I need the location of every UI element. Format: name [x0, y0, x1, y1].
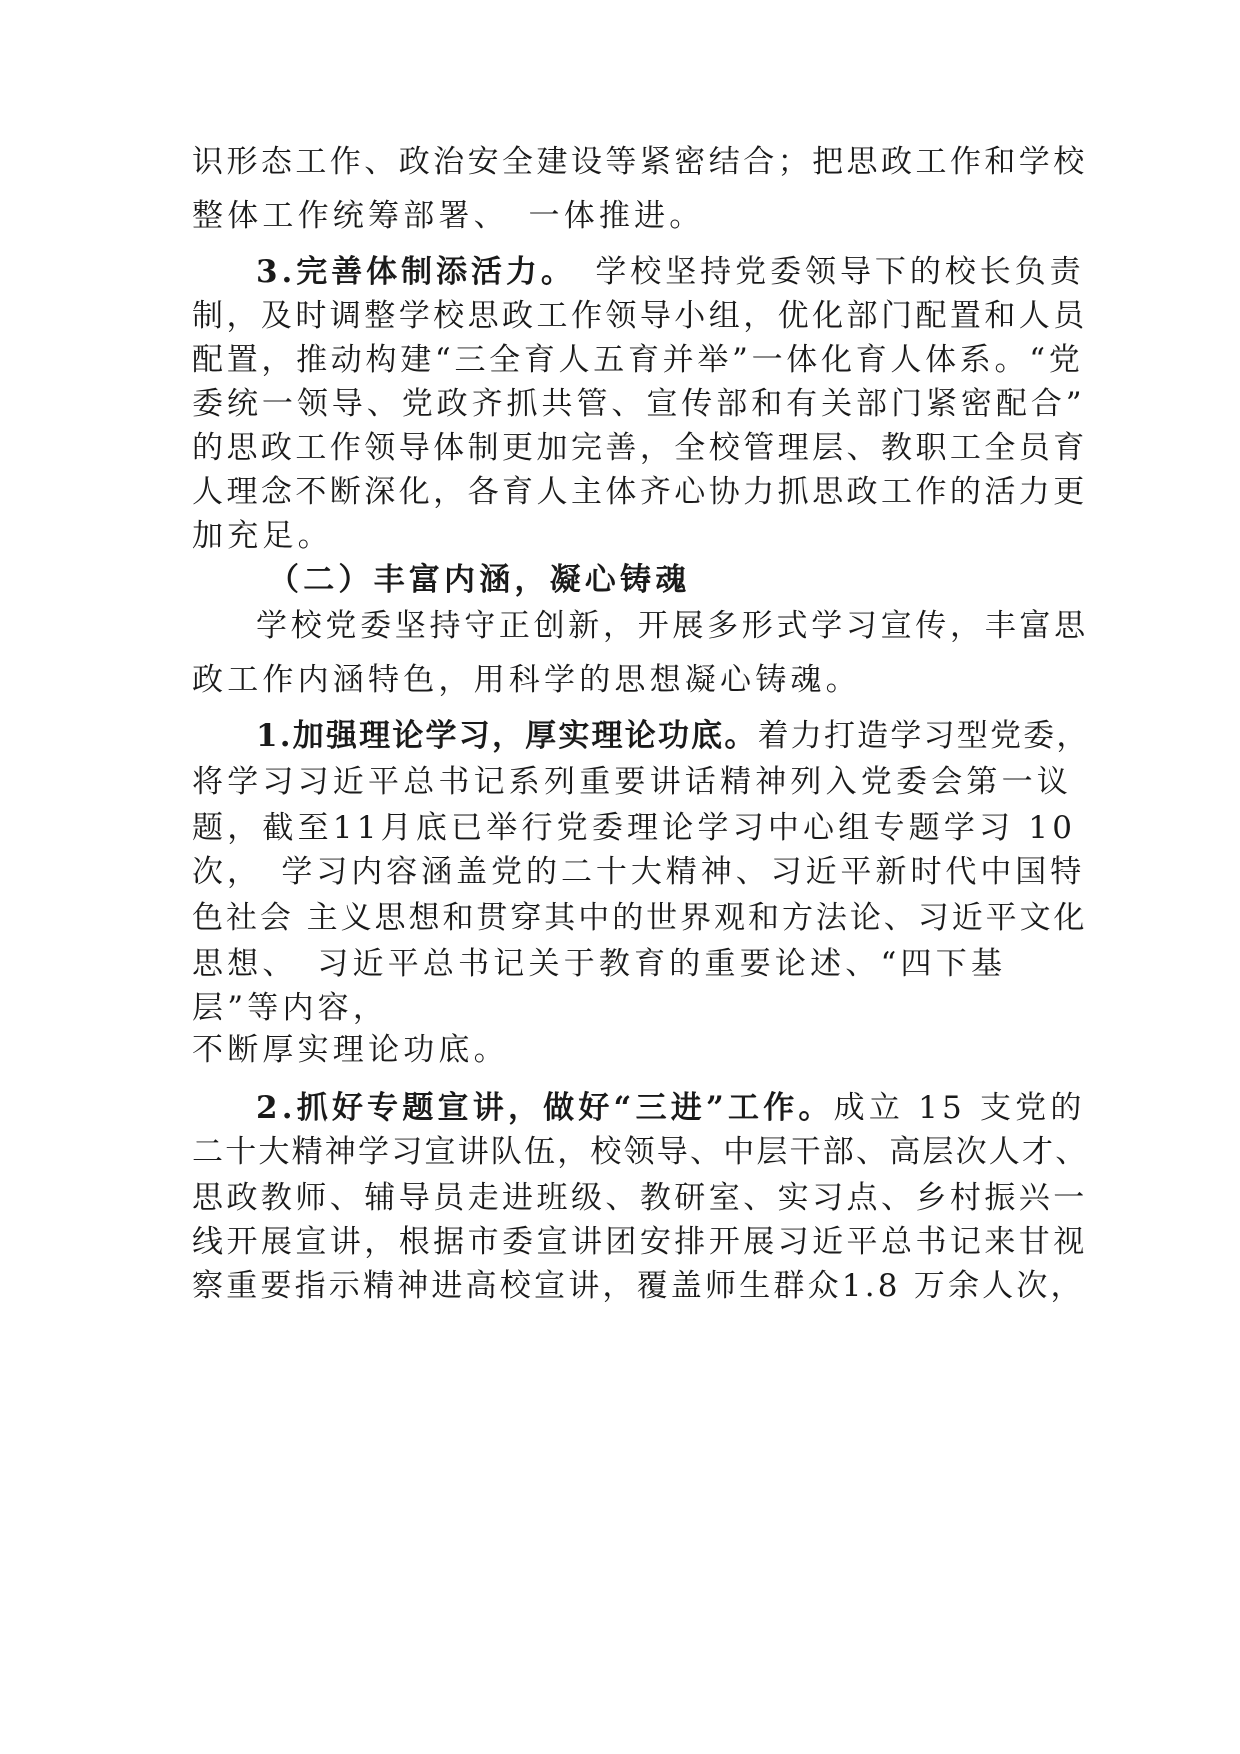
paragraph-line: 政工作内涵特色，用科学的思想凝心铸魂。: [192, 662, 861, 698]
paragraph-line: 层”等内容，: [192, 990, 389, 1026]
paragraph-line: 色社会 主义思想和贯穿其中的世界观和方法论、习近平文化: [192, 900, 1088, 936]
paragraph-line: 不断厚实理论功底。: [192, 1032, 509, 1068]
item-heading: 2.抓好专题宣讲，做好“三进”工作。: [256, 1090, 834, 1126]
item-heading: 1.加强理论学习，厚实理论功底。: [256, 718, 758, 754]
paragraph-line: [256, 252, 1085, 292]
paragraph-line: 二十大精神学习宣讲队伍，校领导、中层干部、高层次人才、: [192, 1134, 1089, 1170]
paragraph-line: 将学习习近平总书记系列重要讲话精神列入党委会第一议: [192, 764, 1072, 800]
paragraph-line: 人理念不断深化，各育人主体齐心协力抓思政工作的活力更: [192, 474, 1088, 510]
paragraph-line: 线开展宣讲，根据市委宣讲团安排开展习近平总书记来甘视: [192, 1224, 1088, 1260]
paragraph-line: 的思政工作领导体制更加完善，全校管理层、教职工全员育: [192, 430, 1088, 466]
paragraph-line: [256, 716, 1090, 756]
paragraph-line: 题，截至11月底已举行党委理论学习中心组专题学习 10: [192, 810, 1077, 846]
paragraph-line: 加充足。: [192, 518, 333, 554]
section-heading: （二）丰富内涵，凝心铸魂: [268, 562, 691, 598]
paragraph-text: 成立 15 支党的: [833, 1090, 1086, 1126]
paragraph-line: 学校党委坚持守正创新，开展多形式学习宣传，丰富思: [256, 608, 1089, 644]
paragraph-text: 学校坚持党委领导下的校长负责: [560, 254, 1085, 290]
item-heading: 3.完善体制添活力。: [256, 254, 561, 290]
paragraph-line: 次， 学习内容涵盖党的二十大精神、习近平新时代中国特: [192, 854, 1086, 890]
paragraph-line: 委统一领导、党政齐抓共管、宣传部和有关部门紧密配合”: [192, 386, 1086, 422]
paragraph-line: 思政教师、辅导员走进班级、教研室、实习点、乡村振兴一: [192, 1180, 1088, 1216]
paragraph-line: 整体工作统筹部署、 一体推进。: [192, 198, 705, 234]
paragraph-line: 制，及时调整学校思政工作领导小组，优化部门配置和人员: [192, 298, 1088, 334]
paragraph-line: 察重要指示精神进高校宣讲，覆盖师生群众1.8 万余人次，: [192, 1268, 1085, 1304]
paragraph-line: 思想、 习近平总书记关于教育的重要论述、“四下基: [192, 946, 1007, 982]
paragraph-line: [256, 1088, 1086, 1128]
paragraph-line: 识形态工作、政治安全建设等紧密结合；把思政工作和学校: [192, 144, 1088, 180]
paragraph-line: 配置，推动构建“三全育人五育并举”一体化育人体系。“党: [192, 342, 1084, 378]
paragraph-text: 着力打造学习型党委，: [757, 718, 1090, 754]
